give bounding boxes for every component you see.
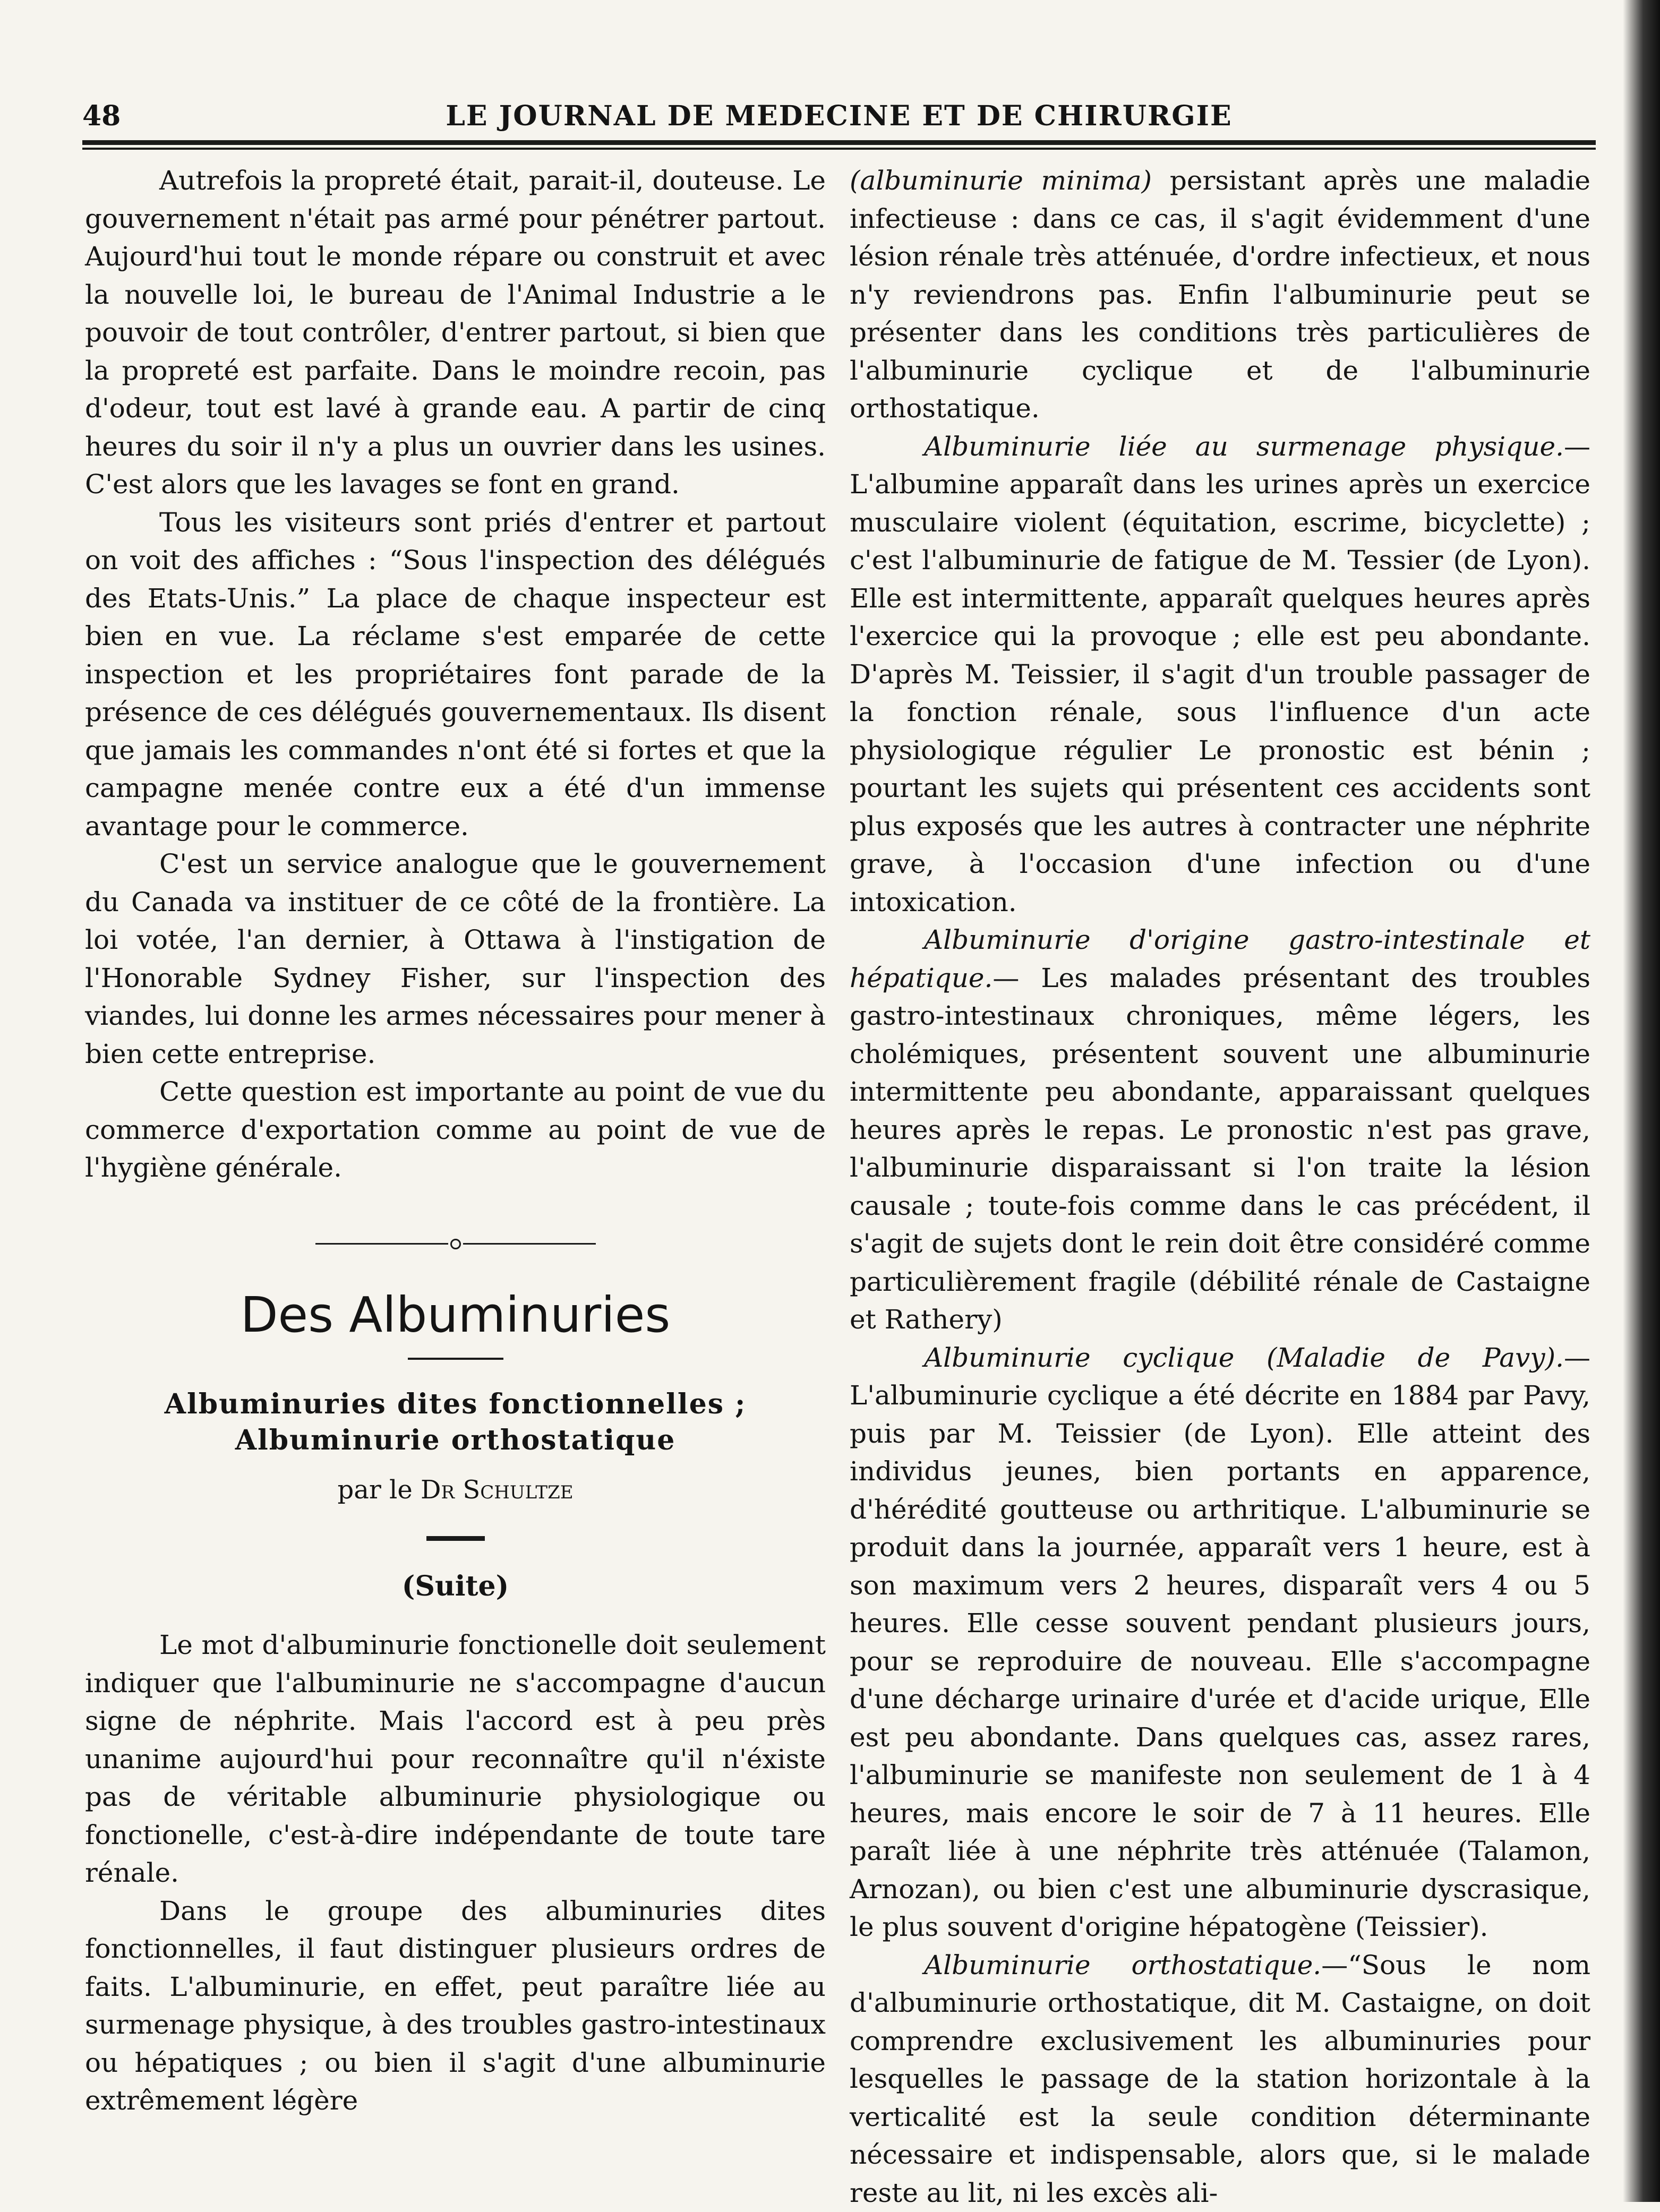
suite-label: (Suite)	[85, 1567, 826, 1606]
italic-phrase: (albuminurie minima)	[850, 165, 1152, 196]
journal-title: LE JOURNAL DE MEDECINE ET DE CHIRURGIE	[135, 100, 1543, 132]
section-heading: Albuminurie cyclique (Maladie de Pavy).	[924, 1342, 1564, 1373]
author-name: Dr Schultze	[421, 1475, 573, 1505]
ornament-circle-icon	[450, 1239, 461, 1249]
paragraph	[850, 1947, 1590, 2212]
paragraph: Cette question est importante au point de vue du commerce d'exportation comme au point de vue de l'hygiène générale.	[85, 1073, 826, 1187]
article-subtitle-line2: Albuminurie orthostatique	[85, 1422, 826, 1459]
section-heading: Albuminurie d'origine gastro-intestinale et hépatique.	[850, 924, 1590, 993]
byline-prefix: par le	[337, 1475, 412, 1505]
ornament-line	[315, 1243, 448, 1245]
section-heading: Albuminurie orthostatique.	[924, 1950, 1321, 1980]
title-rule	[408, 1358, 503, 1360]
page-edge-shadow	[1623, 0, 1660, 2202]
paragraph: C'est un service analogue que le gouvernement du Canada va instituer de ce côté de la frontière. La loi votée, l'an dernier, à Ottawa à l'instigation de l'Honorable Sydney Fisher, sur l'inspection des viandes, lui donne les armes nécessaires pour mener à bien cette entreprise.	[85, 845, 826, 1073]
paragraph: Dans le groupe des albuminuries dites fonctionnelles, il faut distinguer plusieurs ordres de faits. L'albuminurie, en effet, peut paraître liée au surmenage physique, à des troubles gastro-intestinaux ou hépatiques ; ou bien il s'agit d'une albuminurie extrêmement légère	[85, 1892, 826, 2120]
ornament-line	[463, 1243, 596, 1245]
paragraph-text: — Les malades présentant des troubles gastro-intestinaux chroniques, même légers, les cholémiques, présentent souvent une albuminurie intermittente peu abondante, apparaissant quelques heures après le repas. Le pronostic n'est pas grave, l'albuminurie disparaissant si l'on traite la lésion causale ; toute-fois comme dans le cas précédent, il s'agit de sujets dont le rein doit être considéré comme particulièrement fragile (débilité rénale de Castaigne et Rathery)	[850, 963, 1590, 1335]
left-column	[85, 162, 826, 2120]
paragraph-text: —L'albuminurie cyclique a été décrite en 1884 par Pavy, puis par M. Teissier (de Lyon). Elle atteint des individus jeunes, bien portants en apparence, d'hérédité goutteuse ou arthritique. L'albuminurie se produit dans la journée, apparaît vers 1 heure, est à son maximum vers 2 heures, disparaît vers 4 ou 5 heures. Elle cesse souvent pendant plusieurs jours, pour se reproduire de nouveau. Elle s'accompagne d'une décharge urinaire d'urée et d'acide urique, Elle est peu abondante. Dans quelques cas, assez rares, l'albuminurie se manifeste non seulement de 1 à 4 heures, mais encore le soir de 7 à 11 heures. Elle paraît liée à une néphrite très atténuée (Talamon, Arnozan), ou bien c'est une albuminurie dyscrasique, le plus souvent d'origine hépatogène (Teissier).	[850, 1342, 1590, 1943]
paragraph	[850, 921, 1590, 1339]
paragraph-text: —L'albumine apparaît dans les urines après un exercice musculaire violent (équitation, escrime, bicyclette) ; c'est l'albuminurie de fatigue de M. Tessier (de Lyon). Elle est intermittente, apparaît quelques heures après l'exercice qui la provoque ; elle est peu abondante. D'après M. Teissier, il s'agit d'un trouble passager de la fonction rénale, sous l'influence d'un acte physiologique régulier Le pronostic est bénin ; pourtant les sujets qui présentent ces accidents sont plus exposés que les autres à contracter une néphrite grave, à l'occasion d'une infection ou d'une intoxication.	[850, 431, 1590, 918]
paragraph-text: —“Sous le nom d'albuminurie orthostatique, dit M. Castaigne, on doit comprendre exclusivement les albuminuries pour lesquelles le passage de la station horizontale à la verticalité est la seule condition déterminante nécessaire et indispensable, alors que, si le malade reste au lit, ni les excès ali-	[850, 1950, 1590, 2208]
paragraph	[850, 428, 1590, 922]
paragraph	[850, 162, 1590, 428]
paragraph: Tous les visiteurs sont priés d'entrer et partout on voit des affiches : “Sous l'inspection des délégués des Etats-Unis.” La place de chaque inspecteur est bien en vue. La réclame s'est emparée de cette inspection et les propriétaires font parade de la présence de ces délégués gouvernementaux. Ils disent que jamais les commandes n'ont été si fortes et que la campagne menée contre eux a été d'un immense avantage pour le commerce.	[85, 504, 826, 846]
paragraph	[850, 1339, 1590, 1947]
byline-rule	[426, 1536, 485, 1541]
byline	[85, 1471, 826, 1510]
article-subtitle-line1: Albuminuries dites fonctionnelles ;	[85, 1386, 826, 1422]
paragraph: Le mot d'albuminurie fonctionelle doit seulement indiquer que l'albuminurie ne s'accompagne d'aucun signe de néphrite. Mais l'accord est à peu près unanime aujourd'hui pour reconnaître qu'il n'éxiste pas de véritable albuminurie physiologique ou fonctionelle, c'est-à-dire indépendante de toute tare rénale.	[85, 1626, 826, 1892]
page-header	[82, 96, 1596, 138]
section-heading: Albuminurie liée au surmenage physique.	[924, 431, 1564, 462]
section-ornament	[85, 1224, 826, 1263]
header-rule	[82, 140, 1596, 150]
right-column	[850, 162, 1590, 2212]
paragraph-text: persistant après une maladie infectieuse : dans ce cas, il s'agit évidemment d'une lésion rénale très atténuée, d'ordre infectieux, et nous n'y reviendrons pas. Enfin l'albuminurie peut se présenter dans les conditions très particulières de l'albuminurie cyclique et de l'albuminurie orthostatique.	[850, 165, 1590, 424]
article-title: Des Albuminuries	[85, 1283, 826, 1347]
page-number: 48	[82, 100, 121, 132]
paragraph: Autrefois la propreté était, parait-il, douteuse. Le gouvernement n'était pas armé pour pénétrer partout. Aujourd'hui tout le monde répare ou construit et avec la nouvelle loi, le bureau de l'Animal Industrie a le pouvoir de tout contrôler, d'entrer partout, si bien que la propreté est parfaite. Dans le moindre recoin, pas d'odeur, tout est lavé à grande eau. A partir de cinq heures du soir il n'y a plus un ouvrier dans les usines. C'est alors que les lavages se font en grand.	[85, 162, 826, 504]
